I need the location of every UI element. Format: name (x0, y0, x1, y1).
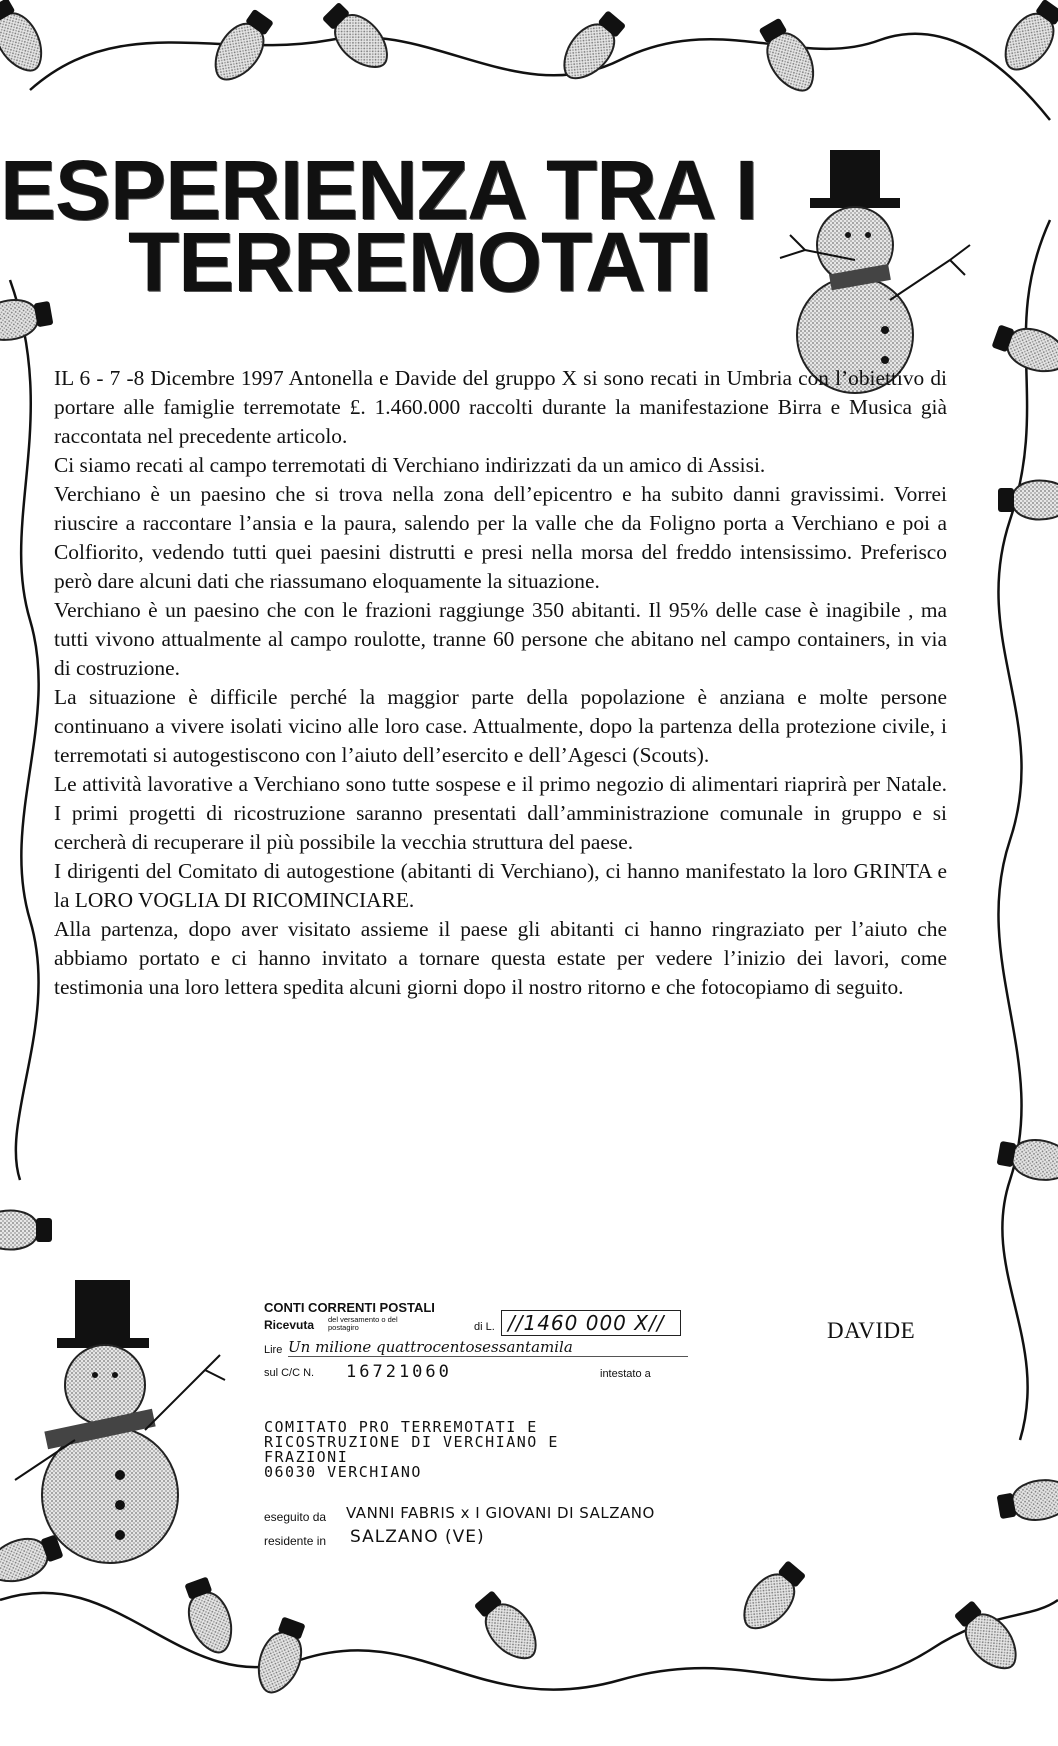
paragraph: Ci siamo recati al campo terremotati di Verchiano indirizzati da un amico di Assisi. (54, 453, 766, 477)
paragraph: La situazione è difficile perché la maggior parte della popolazione è anziana e molte persone continuano a vivere isolati vicino alle loro case. Attualmente, dopo la partenza della protezione civile, i terremotati si autogestiscono con l’aiuto dell’esercito e dell’Agesci (Scouts). (54, 685, 947, 767)
snowman-icon (780, 150, 970, 393)
paragraph: Alla partenza, dopo aver visitato assieme il paese gli abitanti ci hanno ringraziato per l’aiuto che abbiamo portato e ci hanno invitato a tornare questa estate per vedere l’inizio dei lavori, come testimonia una loro lettera spedita alcuni giorni dopo il nostro ritorno e che fotocopiamo di seguito. (54, 917, 947, 999)
intestato-label: intestato a (600, 1368, 651, 1380)
eseguito-label: eseguito da (264, 1510, 327, 1524)
ricevuta-note: del versamento o del postagiro (328, 1315, 398, 1332)
snowman-icon (15, 1280, 225, 1563)
paragraph: IL 6 - 7 -8 Dicembre 1997 Antonella e Davide del gruppo X si sono recati in Umbria con l’obiettivo di portare alle famiglie terremotate £. 1.460.000 raccolti durante la manifestazione Birra e Musica già raccontata nel precedente articolo. (54, 366, 947, 448)
eseguito-value: VANNI FABRIS x I GIOVANI DI SALZANO (346, 1504, 655, 1522)
article-body (54, 364, 947, 1002)
paragraph: Verchiano è un paesino che si trova nella zona dell’epicentro e ha subito danni gravissimi. Vorrei riuscire a raccontare l’ansia e la paura, salendo per la valle che da Foligno porta a Verchiano e poi a Colfiorito, vedendo tutti quei paesini distrutti e presi nella morsa del freddo intensissimo. Preferisco però dare alcuni dati che riassumano eloquamente la situazione. (54, 482, 947, 593)
paragraph: Le attività lavorative a Verchiano sono tutte sospese e il primo negozio di alimentari riaprirà per Natale. I primi progetti di ricostruzione saranno presentati dall’amministrazione comunale in gruppo e si cercherà di recuperare il più possibile la vecchia struttura del paese. (54, 772, 947, 854)
holder-line: FRAZIONI (264, 1448, 349, 1466)
residente-value: SALZANO (VE) (350, 1527, 485, 1547)
residente-label: residente in (264, 1534, 327, 1548)
holder-line: RICOSTRUZIONE DI VERCHIANO E (264, 1433, 559, 1451)
account-number: 16721060 (346, 1362, 452, 1382)
author-signature: DAVIDE (827, 1318, 916, 1343)
postal-receipt (262, 1300, 722, 1580)
account-holder (264, 1420, 559, 1480)
paragraph: I dirigenti del Comitato di autogestione (abitanti di Verchiano), ci hanno manifestato la loro GRINTA e la LORO VOGLIA DI RICOMINCIARE. (54, 859, 947, 912)
currency-label: di L. (474, 1321, 495, 1333)
holder-line: COMITATO PRO TERREMOTATI E (264, 1418, 538, 1436)
holder-line: 06030 VERCHIANO (264, 1463, 422, 1481)
amount-field: //1460 000 X// (501, 1310, 681, 1336)
title-line-1: ESPERIENZA TRA I (0, 143, 758, 237)
ricevuta-label: Ricevuta (264, 1318, 315, 1332)
title-line-2: TERREMOTATI (128, 215, 712, 309)
account-label: sul C/C N. (264, 1367, 315, 1379)
lire-label: Lire (264, 1344, 283, 1356)
paragraph: Verchiano è un paesino che con le frazioni raggiunge 350 abitanti. Il 95% delle case è inagibile , ma tutti vivono attualmente al campo roulotte, tranne 60 persone che abitano nel campo containers, in via di costruzione. (54, 598, 947, 680)
lire-amount-words: Un milione quattrocentosessantamila (288, 1338, 688, 1357)
receipt-header: CONTI CORRENTI POSTALI (264, 1300, 435, 1315)
